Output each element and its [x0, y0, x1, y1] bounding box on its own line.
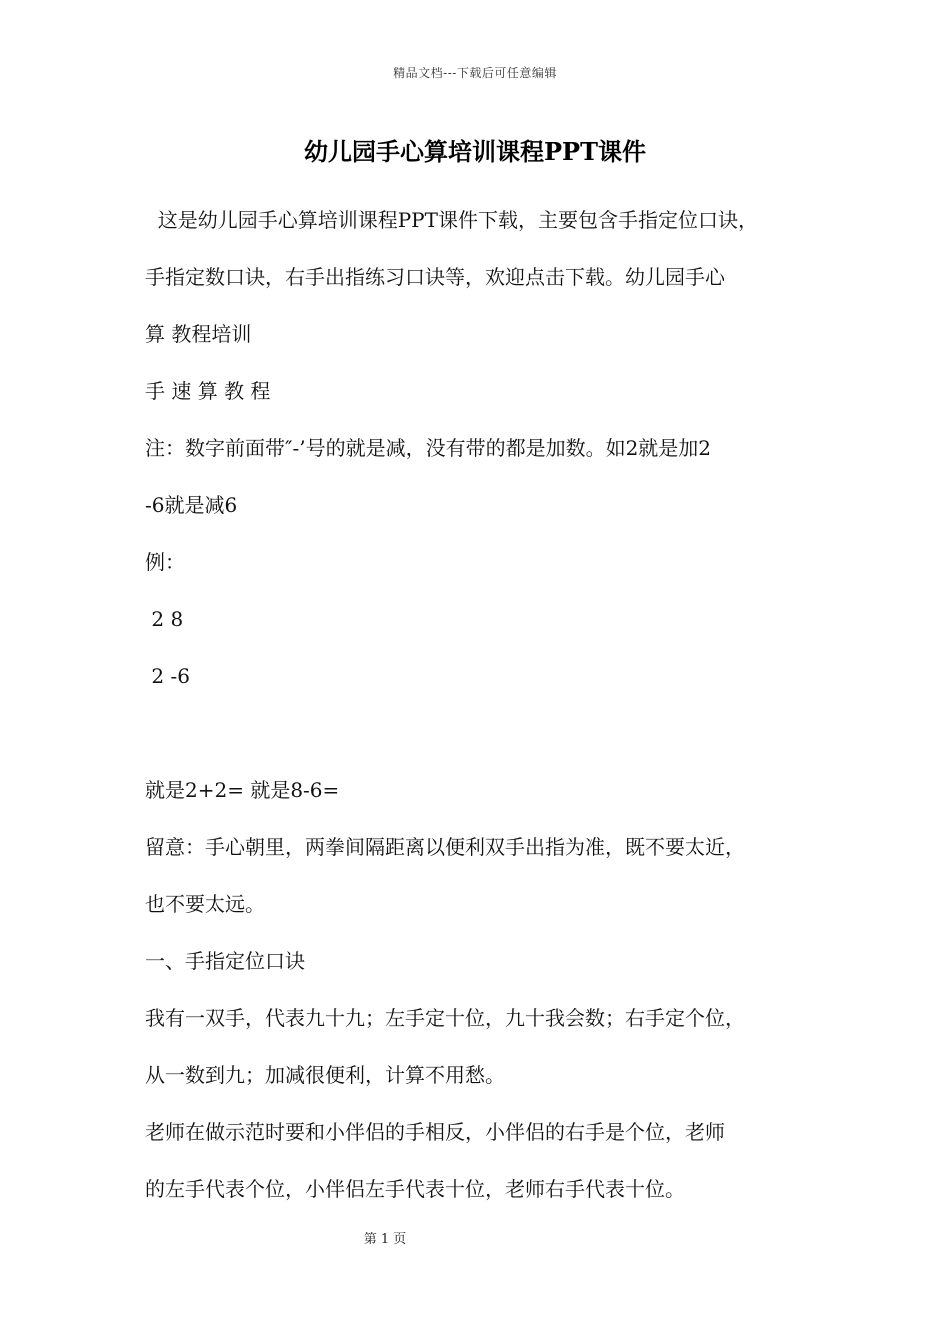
paragraph-line: 老师在做示范时要和小伴侣的手相反，小伴侣的右手是个位，老师 — [145, 1120, 725, 1144]
paragraph-line: 留意：手心朝里，两拳间隔距离以便利双手出指为准，既不要太近， — [145, 835, 745, 859]
section-heading: 手 速 算 教 程 — [145, 379, 271, 403]
paragraph-line: 就是2+2= 就是8-6= — [145, 778, 340, 802]
paragraph-line: 注：数字前面带″-’号的就是减，没有带的都是加数。如2就是加2 — [145, 436, 712, 460]
document-title: 幼儿园手心算培训课程PPT课件 — [304, 137, 646, 166]
page-header: 精品文档---下载后可任意编辑 — [393, 66, 557, 80]
example-line: 2 -6 — [145, 664, 190, 688]
paragraph-line: 的左手代表个位，小伴侣左手代表十位，老师右手代表十位。 — [145, 1177, 685, 1201]
page-number: 第 1 页 — [363, 1232, 407, 1247]
paragraph-line: -6就是减6 — [145, 493, 238, 517]
paragraph-line: 算 教程培训 — [145, 322, 252, 346]
paragraph-line: 手指定数口诀，右手出指练习口诀等，欢迎点击下载。幼儿园手心 — [145, 265, 725, 289]
section-heading: 一、手指定位口诀 — [145, 949, 305, 973]
paragraph-line: 这是幼儿园手心算培训课程PPT课件下载，主要包含手指定位口诀， — [145, 208, 758, 232]
paragraph-line: 也不要太远。 — [145, 892, 265, 916]
paragraph-line: 例： — [145, 550, 185, 574]
example-line: 2 8 — [145, 607, 184, 631]
document-body — [145, 200, 835, 1226]
paragraph-line: 从一数到九；加减很便利，计算不用愁。 — [145, 1063, 505, 1087]
paragraph-line: 我有一双手，代表九十九；左手定十位，九十我会数；右手定个位， — [145, 1006, 745, 1030]
blank-line — [145, 713, 835, 770]
